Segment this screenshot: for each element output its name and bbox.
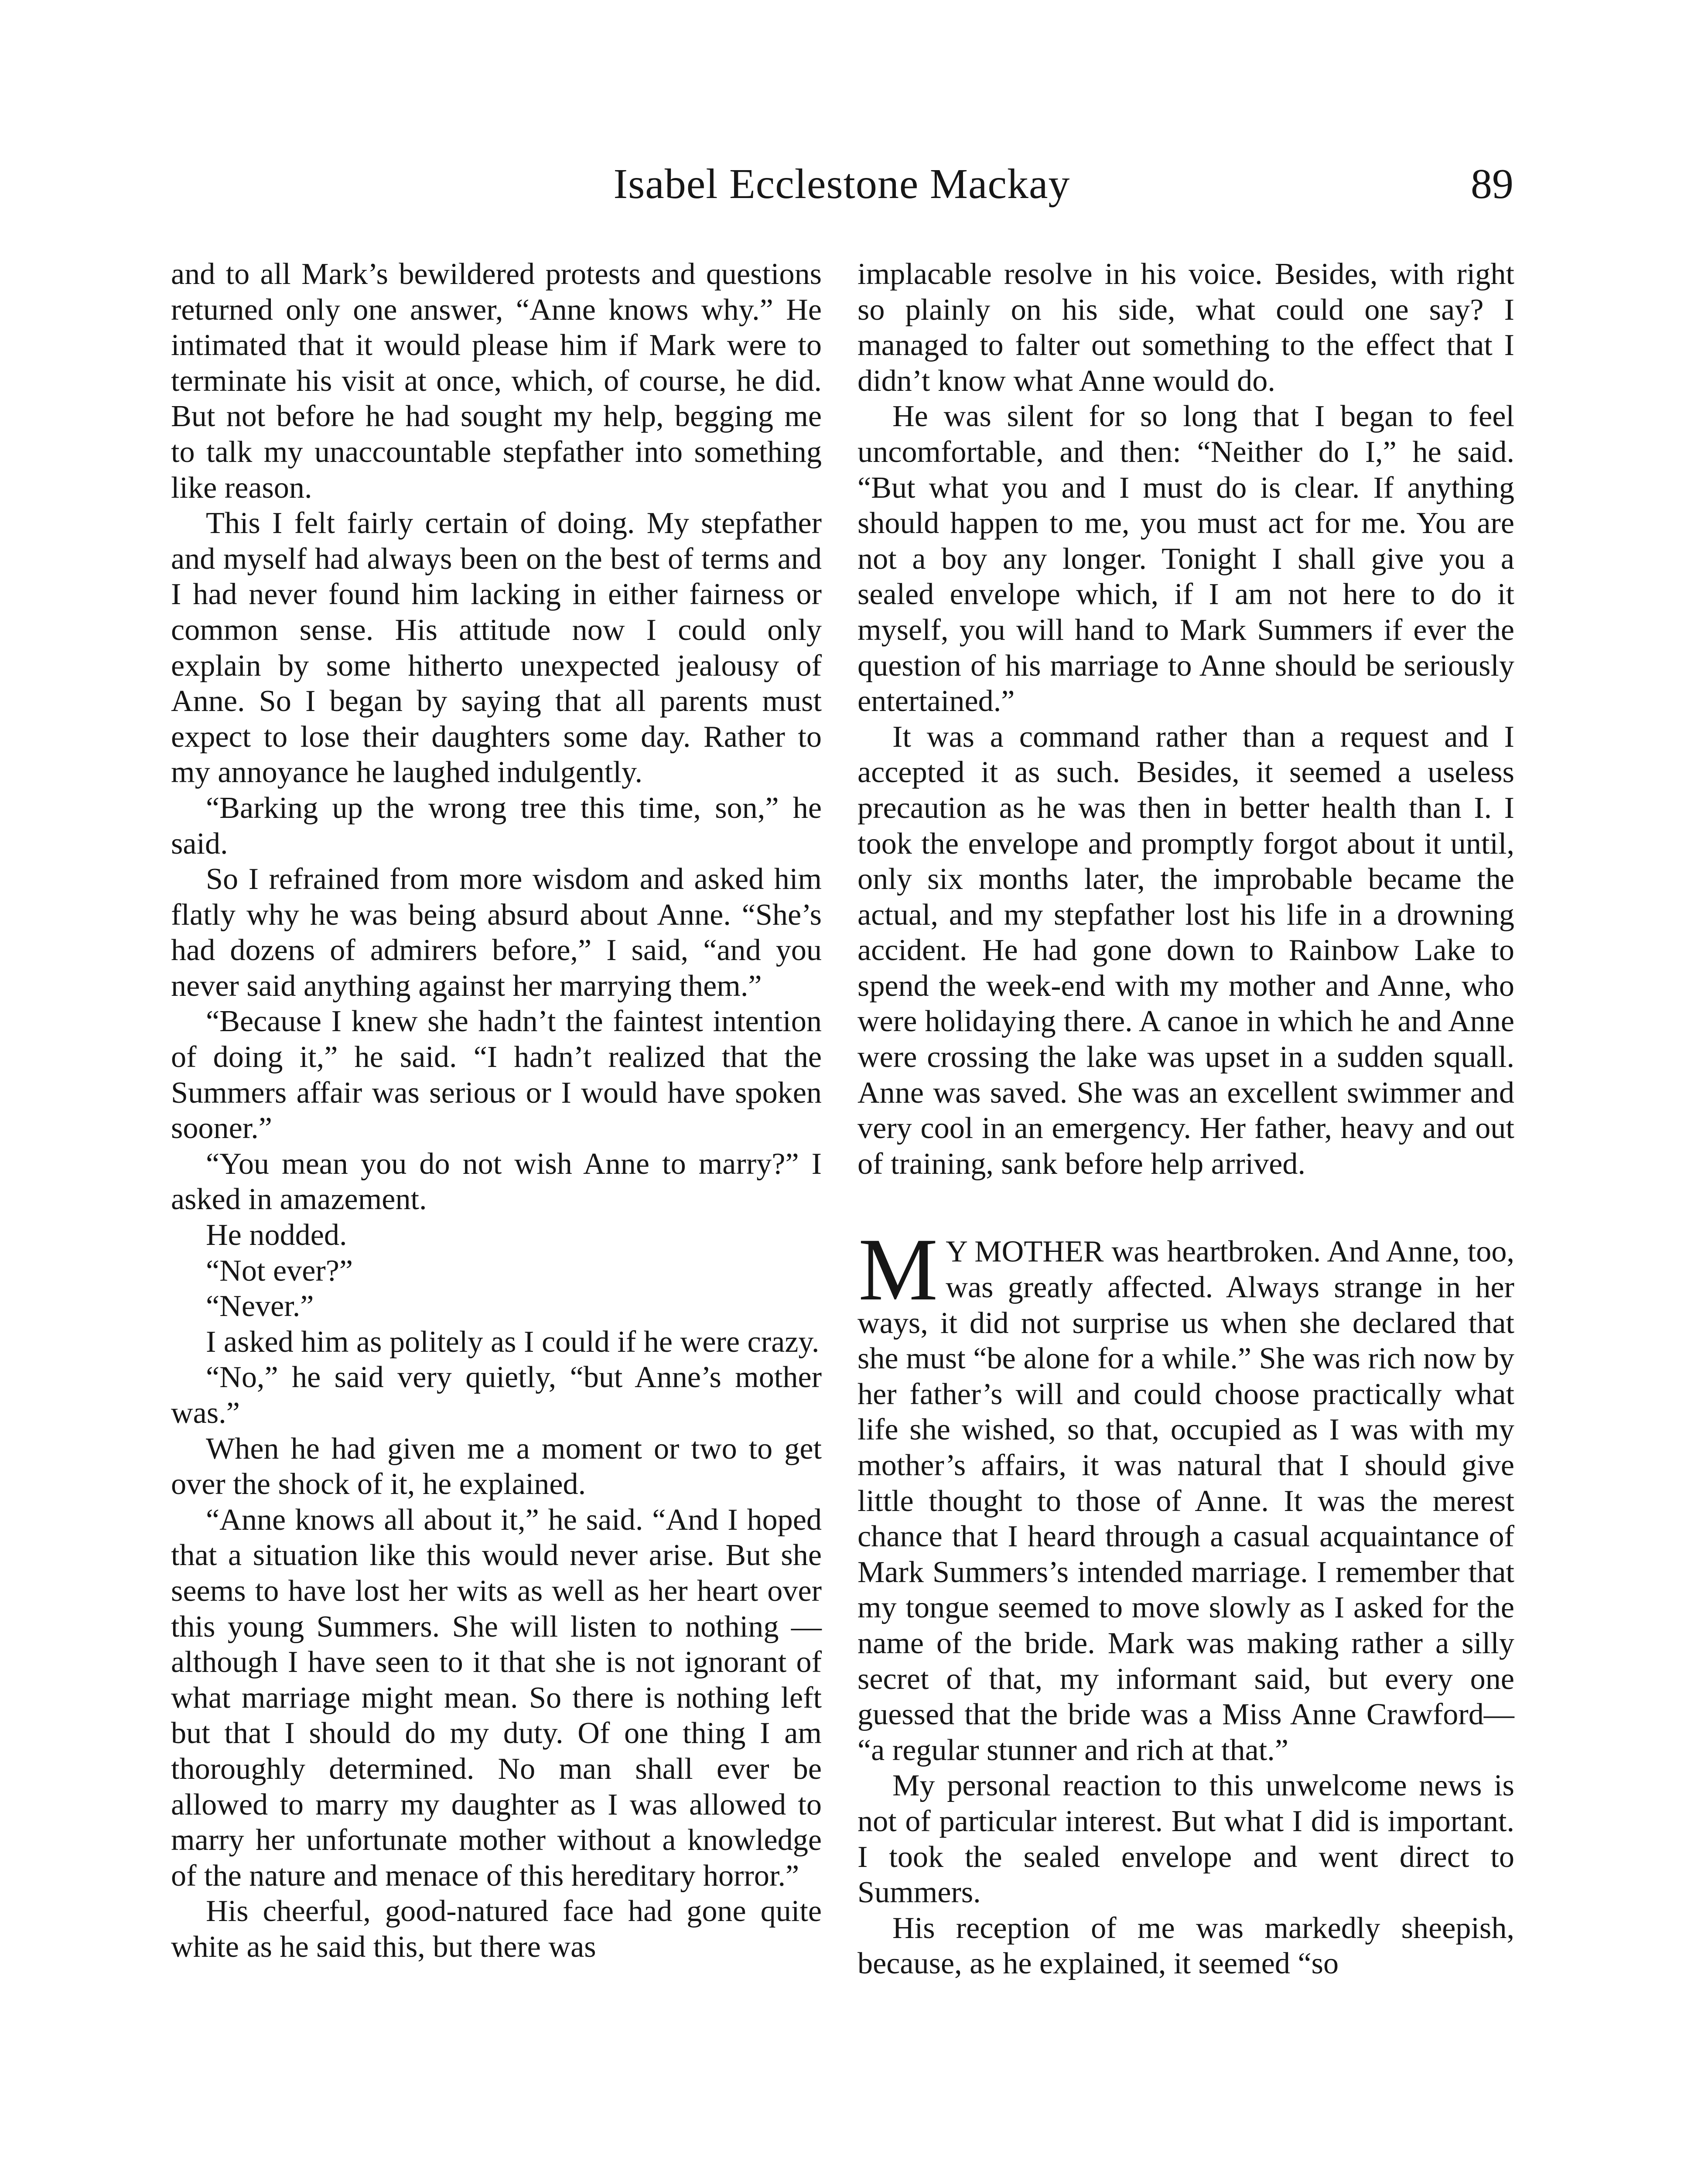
paragraph: His cheerful, good-natured face had gone quite white as he said this, but there was bbox=[171, 1894, 822, 1964]
paragraph: “Barking up the wrong tree this time, son,” he said. bbox=[171, 790, 822, 861]
section-opening-paragraph bbox=[857, 1220, 1514, 1768]
paragraph: It was a command rather than a request and I accepted it as such. Besides, it seemed a useless precaution as he was then in better health than I. I took the envelope and promptly forgot about it until, only six months later, the improbable became the actual, and my stepfather lost his life in a drowning accident. He had gone down to Rainbow Lake to spend the week-end with my mother and Anne, who were holidaying there. A canoe in which he and Anne were crossing the lake was upset in a sudden squall. Anne was saved. She was an excellent swimmer and very cool in an emergency. Her father, heavy and out of training, sank before help arrived. bbox=[857, 719, 1514, 1181]
paragraph: This I felt fairly certain of doing. My stepfather and myself had always been on the best of terms and I had never found him lacking in either fairness or common sense. His attitude now I could only explain by some hitherto unexpected jealousy of Anne. So I began by saying that all parents must expect to lose their daughters some day. Rather to my annoyance he laughed indulgently. bbox=[171, 506, 822, 790]
author-header: Isabel Ecclestone Mackay bbox=[613, 161, 1070, 208]
drop-cap: M bbox=[858, 1220, 938, 1320]
paragraph: When he had given me a moment or two to get over the shock of it, he explained. bbox=[171, 1431, 822, 1501]
paragraph: “You mean you do not wish Anne to marry?” I asked in amazement. bbox=[171, 1146, 822, 1217]
paragraph: “Because I knew she hadn’t the faintest intention of doing it,” he said. “I hadn’t realized that the Summers affair was serious or I would have spoken sooner.” bbox=[171, 1004, 822, 1145]
left-column bbox=[171, 256, 822, 1965]
paragraph: and to all Mark’s bewildered protests and questions returned only one answer, “Anne knows why.” He intimated that it would please him if Mark were to terminate his visit at once, which, of course, he did. But not before he had sought my help, begging me to talk my unaccountable stepfather into something like reason. bbox=[171, 257, 822, 505]
paragraph: “Anne knows all about it,” he said. “And I hoped that a situation like this would never arise. But she seems to have lost her wits as well as her heart over this young Summers. She will listen to nothing —although I have seen to it that she is not ignorant of what marriage might mean. So there is nothing left but that I should do my duty. Of one thing I am thoroughly determined. No man shall ever be allowed to marry my daughter as I was allowed to marry her unfortunate mother without a knowledge of the nature and menace of this hereditary horror.” bbox=[171, 1502, 822, 1893]
section-opening-text: Y MOTHER was heartbroken. And Anne, too, was greatly affected. Always strange in her ways, it did not surprise us when she declared that she must “be alone for a while.” She was rich now by her father’s will and could choose practically what life she wished, so that, occupied as I was with my mother’s affairs, it was natural that I should give little thought to those of Anne. It was the merest chance that I heard through a casual acquaintance of Mark Summers’s intended marriage. I remember that my tongue seemed to move slowly as I asked for the name of the bride. Mark was making rather a silly secret of that, my informant said, but every one guessed that the bride was a Miss Anne Crawford— “a regular stunner and rich at that.” bbox=[857, 1234, 1514, 1767]
paragraph: “Not ever?” bbox=[206, 1253, 353, 1288]
paragraph: “Never.” bbox=[206, 1289, 314, 1323]
paragraph: His reception of me was markedly sheepish, because, as he explained, it seemed “so bbox=[857, 1911, 1514, 1981]
paragraph: My personal reaction to this unwelcome news is not of particular interest. But what I did is important. I took the sealed envelope and went direct to Summers. bbox=[857, 1768, 1514, 1910]
paragraph: “No,” he said very quietly, “but Anne’s mother was.” bbox=[171, 1360, 822, 1430]
paragraph: implacable resolve in his voice. Besides, with right so plainly on his side, what could one say? I managed to falter out something to the effect that I didn’t know what Anne would do. bbox=[857, 257, 1514, 398]
right-column bbox=[857, 256, 1514, 1982]
paragraph: He was silent for so long that I began to feel uncomfortable, and then: “Neither do I,” he said. “But what you and I must do is clear. If anything should happen to me, you must act for me. You are not a boy any longer. Tonight I shall give you a sealed envelope which, if I am not here to do it myself, you will hand to Mark Summers if ever the question of his marriage to Anne should be seriously entertained.” bbox=[857, 399, 1514, 718]
paragraph: He nodded. bbox=[206, 1218, 347, 1252]
running-header bbox=[170, 158, 1513, 223]
paragraph: So I refrained from more wisdom and asked him flatly why he was being absurd about Anne. “She’s had dozens of admirers before,” I said, “and you never said anything against her marrying them.” bbox=[171, 862, 822, 1003]
paragraph: I asked him as politely as I could if he were crazy. bbox=[206, 1324, 820, 1359]
page-number: 89 bbox=[1471, 161, 1513, 208]
